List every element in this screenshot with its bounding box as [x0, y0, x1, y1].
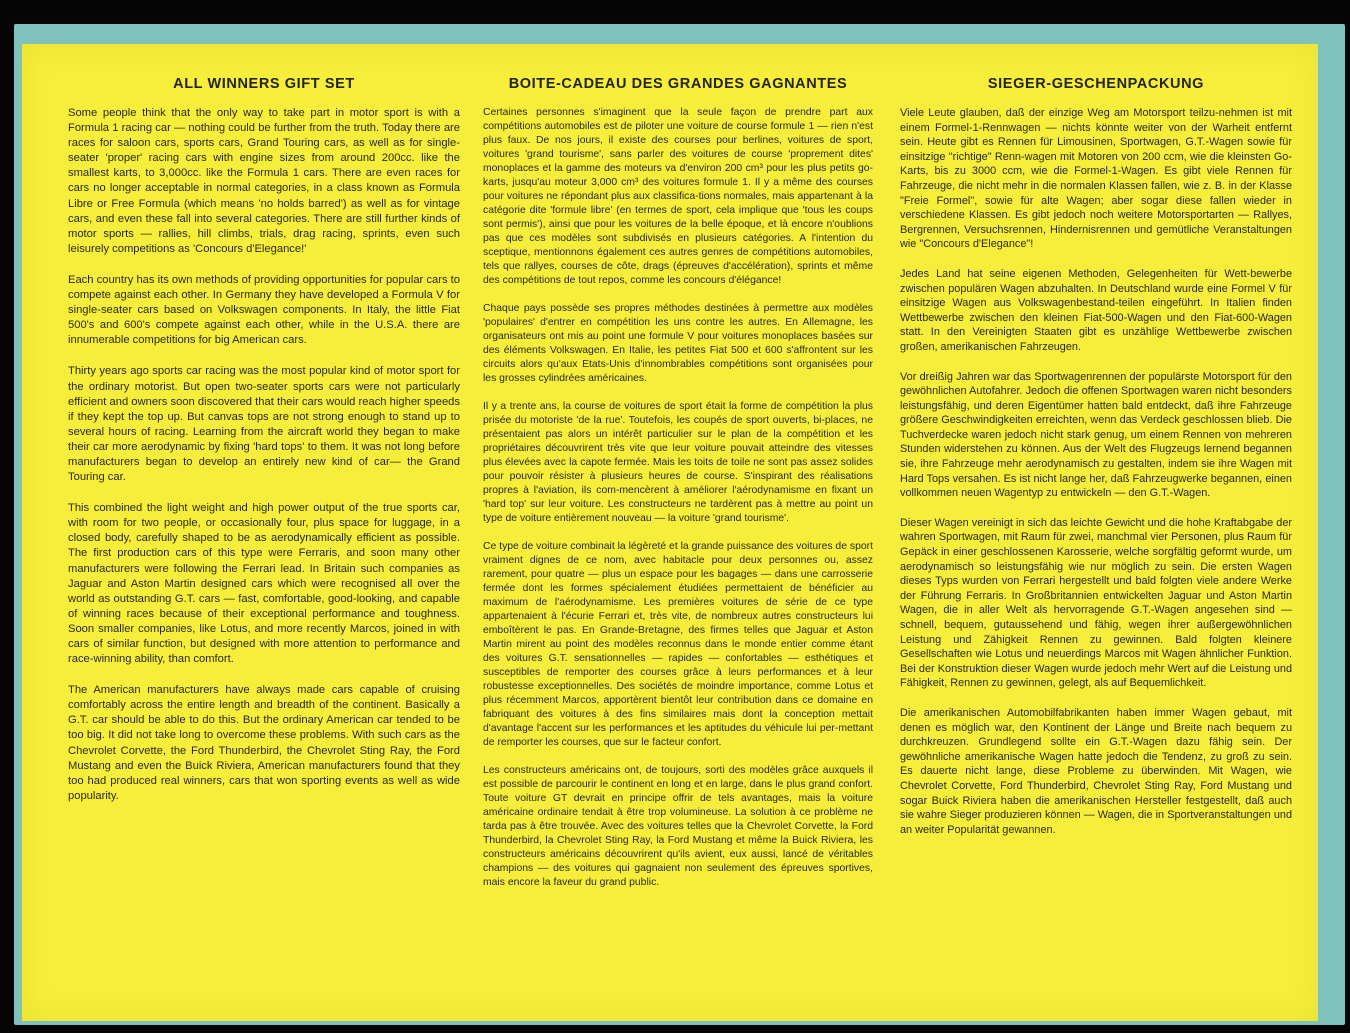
english-paragraph: This combined the light weight and high power output of the true sports car, with room for two people, or occasionally four, plus space for luggage, in a closed body, carefully shaped to be as aerodynamically efficient as possible. The first production cars of this type were Ferraris, and soon many other manufacturers were following the Ferrari lead. In Britain such companies as Jaguar and Aston Martin designed cars which were recognised all over the world as outstanding G.T. cars — fast, comfortable, good-looking, and capable of winning races because of their exceptional performance and toughness. Soon smaller companies, like Lotus, and more recently Marcos, joined in with cars of similar function, but designed with more attention to performance and race-winning ability, than comfort.: [68, 502, 460, 666]
german-title: SIEGER-GESCHENPACKUNG: [987, 76, 1205, 92]
french-paragraph: Les constructeurs américains ont, de toujours, sorti des modèles grâce auxquels il est possible de parcourir le continent en long et en large, dans le plus grand confort. Toute voiture GT devrait en principe offrir de tels avantages, mais la voiture américaine ordinaire tendait à être trop volumineuse. La solution à ce problème ne tarda pas à être trouvée. Avec des voitures telles que la Chevrolet Corvette, la Ford Thunderbird, la Chevrolet Sting Ray, la Ford Mustang et même la Buick Riviera, les constructeurs américains découvrirent qu'ils avient, eux aussi, lancé de véritables champions — des voitures qui gagnaient non seulement des épreuves sportives, mais encore la faveur du grand public.: [483, 765, 873, 888]
french-paragraph: Chaque pays possède ses propres méthodes destinées à permettre aux modèles 'populaires' d'entrer en compétition les uns contre les autres. En Allemagne, les organisateurs ont mis au point une formule V pour voitures monoplaces basées sur des éléments Volkswagen. En Italie, les petites Fiat 500 et 600 s'affrontent sur les circuits alors qu'aux Etats-Unis d'innombrables compétitions sont organisées pour les grosses cylindrées américaines.: [483, 303, 873, 384]
english-paragraph: Thirty years ago sports car racing was the most popular kind of motor sport for the ordinary motorist. But open two-seater sports cars were not particularly efficient and owners soon discovered that their cars would reach higher speeds if they kept the top up. But canvas tops are not strong enough to stand up to several hours of racing. Learning from the aircraft world they began to make their car more aerodynamic by fixing 'hard tops' to them. It was not long before manufacturers began to develop an entirely new kind of car— the Grand Touring car.: [68, 365, 460, 484]
german-paragraph: Die amerikanischen Automobilfabrikanten haben immer Wagen gebaut, mit denen es möglich war, den Kontinent der Länge und Breite nach bequem zu durchkreuzen. Grundlegend sollte ein G.T.-Wagen dazu fähig sein. Der gewöhnliche amerikanische Wagen hatte jedoch die Tendenz, zu groß zu sein. Es dauerte nicht lange, diese Probleme zu überwinden. Mit Wagen, wie Chevrolet Corvette, Ford Thunderbird, Chevrolet Sting Ray, Ford Mustang und sogar Buick Riviera haben die amerikanischen Hersteller festgestellt, daß auch sie wahre Sieger produzieren können — Wagen, die in Sportveranstaltungen und an weiter Popularität gewannen.: [900, 706, 1292, 836]
english-title: ALL WINNERS GIFT SET: [173, 76, 355, 92]
english-paragraph: The American manufacturers have always made cars capable of cruising comfortably across the entire length and breadth of the continent. Basically a G.T. car should be able to do this. But the ordinary American car tended to be too big. It did not take long to overcome these problems. With such cars as the Chevrolet Corvette, the Ford Thunderbird, the Chevrolet Sting Ray, the Ford Mustang and even the Buick Riviera, American manufacturers found that they too had produced real winners, cars that won sporting events as well as wide popularity.: [68, 684, 460, 802]
english-paragraph: Each country has its own methods of providing opportunities for popular cars to compete against each other. In Germany they have developed a Formula V for single-seater cars based on Volkswagen components. In Italy, the little Fiat 500's and 600's compete against each other, while in the U.S.A. there are innumerable competitions for big American cars.: [68, 273, 460, 347]
german-paragraph: Vor dreißig Jahren war das Sportwagenrennen der populärste Motorsport für den gewöhnlichen Autofahrer. Jedoch die offenen Sportwagen waren nicht besonders leistungsfähig, und deren Eigentümer hatten bald entdeckt, daß ihre Fahrzeuge größere Geschwindigkeiten erreichten, wenn das Verdeck geschlossen blieb. Die Tuchverdecke waren jedoch nicht stark genug, um einem Rennen von mehreren Stunden widerstehen zu können. Aus der Welt des Flugzeugs lernend begannen sie, ihre Fahrzeuge mehr aerodynamisch zu gestalten, indem sie ihre Wagen mit Hard Tops versahen. Es ist nicht lange her, daß Fahrzeugwerke begannen, einen vollkommen neuen Wagentyp zu entwickeln — den G.T.-Wagen.: [900, 370, 1292, 500]
french-paragraph: Il y a trente ans, la course de voitures de sport était la forme de compétition la plus prisée du motoriste 'de la rue'. Toutefois, les coupés de sport ouverts, bi-places, ne présentaient pas alors un intérêt particulier sur le plan de la compétition et les propriétaires découvrirent très vite que leur voiture pouvait atteindre des vitesses plus élevées avec la capote fermée. Mais les toits de toile ne sont pas assez solides pour pouvoir résister à plusieurs heures de course. S'inspirant des réalisations propres à l'aviation, ils com-mencèrent à améliorer l'aérodynamisme en fixant un 'hard top' sur leur voiture. Les constructeurs ne tardèrent pas à mettre au point un type de voiture entièrement nouveau — la voiture 'grand tourisme'.: [483, 401, 873, 524]
german-column: [900, 76, 1292, 852]
french-column: [483, 76, 873, 904]
french-paragraph: Certaines personnes s'imaginent que la seule façon de prendre part aux compétitions automobiles est de piloter une voiture de course formule 1 — rien n'est plus faux. De nos jours, il existe des courses pour berlines, voitures de sport, voitures 'grand tourisme', sans parler des voitures de course 'proprement dites' monoplaces et la gamme des moteurs va d'environ 200 cm³ pour les plus petits go-karts, jusqu'au moteur 3,000 cm³ des voitures formule 1. Il y a même des courses pour voitures ne répondant plus aux classifica-tions normales, mais appartenant à la catégorie dite 'formule libre' (en termes de sport, cela implique que 'tous les coups sont permis'), ainsi que pour les voitures de la belle époque, et là encore n'oublions pas que ces modèles sont subdivisés en plusieurs catégories. A l'intention du sceptique, mentionnons également ces autres genres de compétitions automobiles, tels que rallyes, courses de côte, drags (épreuves d'accélération), sprints et même des compétitions de tout repos, comme les concours d'élégance!: [483, 107, 873, 286]
french-title: BOITE-CADEAU DES GRANDES GAGNANTES: [508, 76, 848, 92]
german-paragraph: Jedes Land hat seine eigenen Methoden, Gelegenheiten für Wett-bewerbe zwischen populären Wagen abzuhalten. In Deutschland wurde eine Formel V für einsitzige Wagen aus Volkswagenbestand-teilen eingeführt. In Italien finden Wettbewerbe zwischen den kleinen Fiat-500-Wagen und den Fiat-600-Wagen statt. In den Vereinigten Staaten gibt es unzählige Wettbewerbe zwischen großen, amerikanischen Fahrzeugen.: [900, 267, 1292, 353]
english-paragraph: Some people think that the only way to take part in motor sport is with a Formula 1 racing car — nothing could be further from the truth. Today there are races for saloon cars, sports cars, Grand Touring cars, as well as for single-seater 'proper' racing cars with engine sizes from around 200cc. like the smallest karts, to 3,000cc. like the Formula 1 cars. There are even races for cars no longer acceptable in normal categories, in a class known as Formula Libre or Free Formula (which means 'no holds barred') as well as for vintage cars, and even these fall into several categories. There are still further kinds of motor sports — rallies, hill climbs, trials, drag racing, sprints, even such leisurely competitions as 'Concours d'Elegance!': [68, 107, 460, 255]
german-paragraph: Viele Leute glauben, daß der einzige Weg am Motorsport teilzu-nehmen ist mit einem Formel-1-Rennwagen — nichts könnte weiter von der Warheit entfernt sein. Heute gibt es Rennen für Limousinen, Sportwagen, G.T.-Wagen sowie für einsitzige "richtige" Renn-wagen mit Motoren von 200 ccm, wie die kleinsten Go-Karts, bis zu 3000 ccm, wie die Formel-1-Wagen. Es gibt viele Rennen für Fahrzeuge, die nicht mehr in die normalen Klassen fallen, wie z. B. in der Klasse "Freie Formel", sowie für alte Wagen; aber sogar diese fallen wieder in verschiedene Klassen. Es gibt jedoch noch weitere Motorsportarten — Rallyes, Bergrennen, Versuchsrennen, Hindernisrennen und gemütliche Veranstaltungen wie "Concours d'Elegance"!: [900, 107, 1292, 251]
french-paragraph: Ce type de voiture combinait la légèreté et la grande puissance des voitures de sport vraiment dignes de ce nom, avec habitacle pour deux personnes ou, assez rarement, pour quatre — plus un espace pour les bagages — dans une carrosserie fermée dont les formes spécialement étudiées permettaient de bénéficier au maximum de l'aérodynamisme. Les premières voitures de série de ce type appartenaient à l'écurie Ferrari et, très vite, de nombreux autres constructeurs lui emboîtèrent le pas. En Grande-Bretagne, des firmes telles que Jaguar et Aston Martin mirent au point des modèles reconnus dans le monde entier comme étant des voitures G.T. sensationnelles — rapides — confortables — esthétiques et susceptibles de remporter des courses grâce à leurs performances et à leur robustesse exceptionnelles. Des sociétés de moindre importance, comme Lotus et plus récemment Marcos, apportèrent bientôt leur contribution dans ce domaine en fabriquant des voitures à des fins similaires mais dont la conception mettait d'avantage l'accent sur les performances et les aptitudes du véhicule lui per-mettant de remporter les courses, que sur le facteur confort.: [483, 541, 873, 748]
english-column: [68, 76, 460, 820]
german-paragraph: Dieser Wagen vereinigt in sich das leichte Gewicht und die hohe Kraftabgabe der wahren Sportwagen, mit Raum für zwei, manchmal vier Personen, plus Raum für Gepäck in einer geschlossenen Karosserie, welche sorgfältig geformt wurde, um aerodynamisch so leistungsfähig wie nur möglich zu sein. Die ersten Wagen dieses Typs wurden von Ferrari hergestellt und bald folgten viele andere Werke der Führung Ferraris. In Großbritannien entwickelten Jaguar und Aston Martin Wagen, die in aller Welt als hervorragende G.T.-Wagen angesehen sind — schnell, bequem, gutaussehend und fähig, wegen ihrer außergewöhnlichen Leistung und Zähigkeit Rennen zu gewinnen. Bald folgten kleinere Gesellschaften wie Lotus und neuerdings Marcos mit Wagen ähnlicher Funktion. Bei der Konstruktion dieser Wagen wurde jedoch mehr Wert auf die Leistung und Fähigkeit, Rennen zu gewinnen, gelegt, als auf Bequemlichkeit.: [900, 516, 1292, 690]
